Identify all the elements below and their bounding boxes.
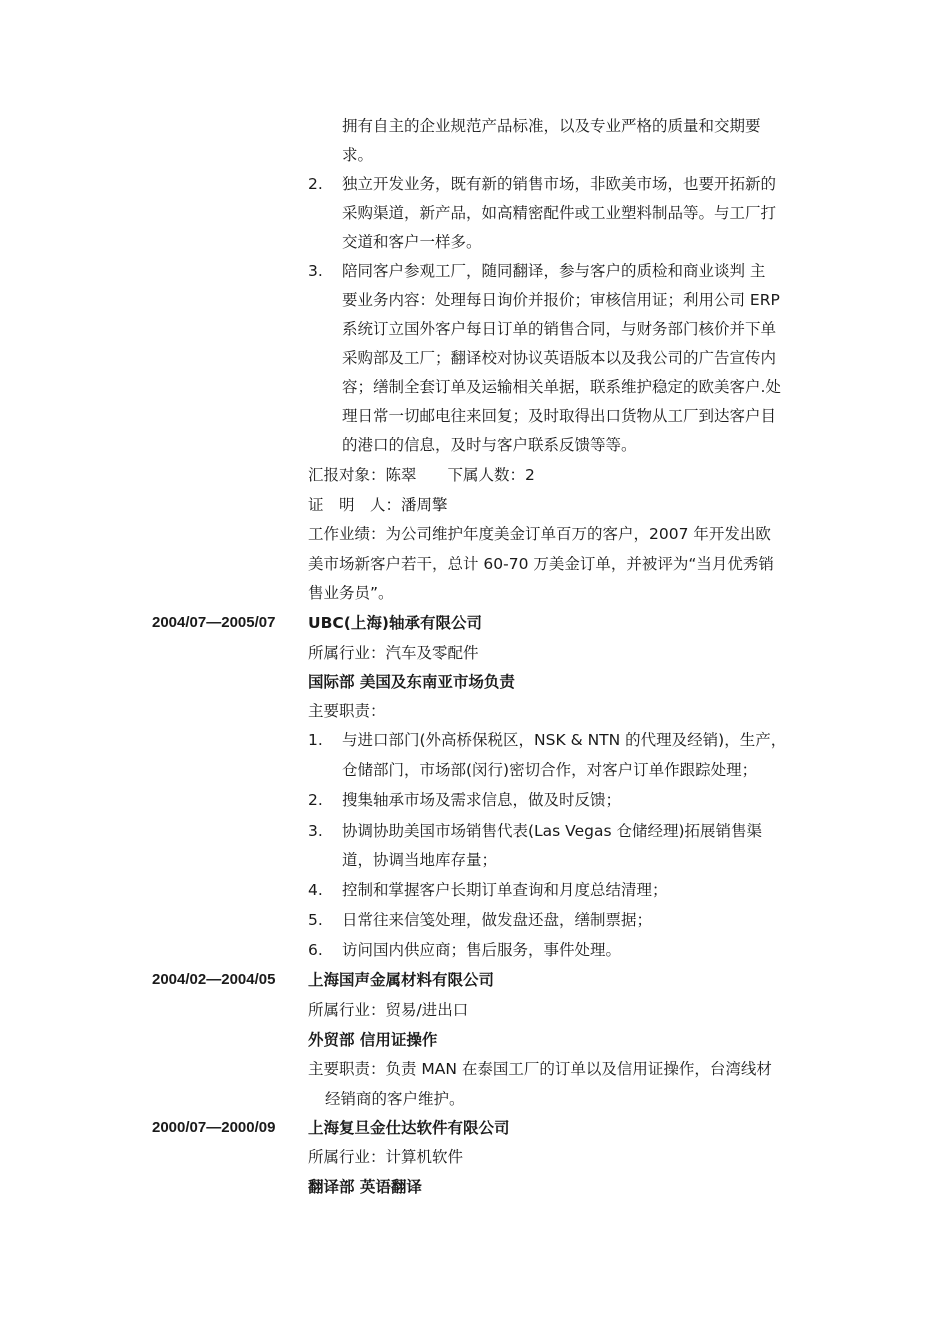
department: 翻译部 英语翻译 — [308, 1178, 422, 1196]
industry: 所属行业：贸易/进出口 — [308, 1001, 469, 1019]
duty-line: 陪同客户参观工厂，随同翻译，参与客户的质检和商业谈判 主 — [342, 262, 766, 280]
job-date: 2004/02—2004/05 — [152, 971, 276, 988]
industry: 所属行业：汽车及零配件 — [308, 644, 479, 662]
duty-line: 访问国内供应商；售后服务，事件处理。 — [342, 941, 622, 959]
duty-line: 交道和客户一样多。 — [342, 233, 482, 251]
duty-line: 容；缮制全套订单及运输相关单据，联系维护稳定的欧美客户.处 — [342, 378, 781, 396]
duty-line: 拥有自主的企业规范产品标准，以及专业严格的质量和交期要 — [342, 117, 761, 135]
list-number: 4. — [308, 881, 323, 899]
list-number: 2. — [308, 175, 323, 193]
duty-line: 求。 — [342, 146, 374, 164]
duty-line: 采购渠道，新产品，如高精密配件或工业塑料制品等。与工厂打 — [342, 204, 777, 222]
job-date: 2000/07—2000/09 — [152, 1119, 276, 1136]
duty-line: 独立开发业务，既有新的销售市场，非欧美市场，也要开拓新的 — [342, 175, 777, 193]
duty-line: 主要职责：负责 MAN 在泰国工厂的订单以及信用证操作，台湾线材 — [308, 1060, 772, 1078]
duty-line: 系统订立国外客户每日订单的销售合同，与财务部门核价并下单 — [342, 320, 777, 338]
duty-line: 道，协调当地库存量； — [342, 851, 498, 869]
duty-line: 经销商的客户维护。 — [325, 1090, 465, 1108]
duty-line: 理日常一切邮电往来回复；及时取得出口货物从工厂到达客户目 — [342, 407, 777, 425]
report-to: 汇报对象：陈翠 下属人数：2 — [308, 466, 535, 484]
duties-label: 主要职责： — [308, 702, 386, 720]
duty-line: 协调协助美国市场销售代表(Las Vegas 仓储经理)拓展销售渠 — [342, 822, 763, 840]
duty-line: 采购部及工厂；翻译校对协议英语版本以及我公司的广告宣传内 — [342, 349, 777, 367]
list-number: 3. — [308, 262, 323, 280]
duty-line: 控制和掌握客户长期订单查询和月度总结清理； — [342, 881, 668, 899]
company-name: 上海国声金属材料有限公司 — [308, 971, 495, 989]
list-number: 6. — [308, 941, 323, 959]
list-number: 1. — [308, 731, 323, 749]
duty-line: 仓储部门，市场部(闵行)密切合作，对客户订单作跟踪处理； — [342, 761, 758, 779]
list-number: 2. — [308, 791, 323, 809]
company-name: 上海复旦金仕达软件有限公司 — [308, 1119, 510, 1137]
job-date: 2004/07—2005/07 — [152, 614, 276, 631]
industry: 所属行业：计算机软件 — [308, 1148, 464, 1166]
achievement-line: 工作业绩：为公司维护年度美金订单百万的客户，2007 年开发出欧 — [308, 525, 771, 543]
duty-line: 与进口部门(外高桥保税区，NSK & NTN 的代理及经销)，生产， — [342, 731, 787, 749]
company-name: UBC(上海)轴承有限公司 — [308, 614, 482, 632]
duty-line: 日常往来信笺处理，做发盘还盘，缮制票据； — [342, 911, 653, 929]
list-number: 5. — [308, 911, 323, 929]
duty-line: 的港口的信息，及时与客户联系反馈等等。 — [342, 436, 637, 454]
achievement-line: 售业务员”。 — [308, 584, 394, 602]
department: 外贸部 信用证操作 — [308, 1031, 438, 1049]
duty-line: 搜集轴承市场及需求信息，做及时反馈； — [342, 791, 622, 809]
duty-line: 要业务内容：处理每日询价并报价；审核信用证；利用公司 ERP — [342, 291, 780, 309]
witness: 证 明 人：潘周擎 — [308, 496, 448, 514]
department: 国际部 美国及东南亚市场负责 — [308, 673, 515, 691]
list-number: 3. — [308, 822, 323, 840]
achievement-line: 美市场新客户若干，总计 60-70 万美金订单，并被评为“当月优秀销 — [308, 555, 774, 573]
